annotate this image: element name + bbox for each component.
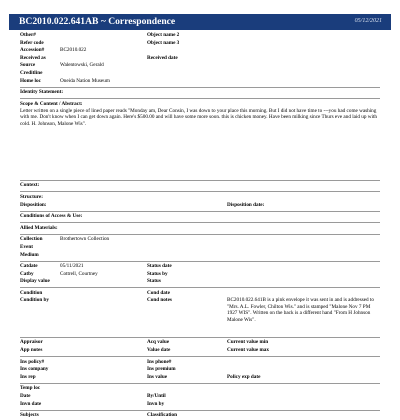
current-value-min-label: Current value min [227,339,269,346]
classification-label: Classification [147,412,177,419]
scope-content-label: Scope & Content / Abstract: [20,100,83,107]
inv-by-label: Invn by [147,400,165,407]
catby-label: Catby [20,270,34,277]
subjects-label: Subjects [20,412,39,419]
source-label: Source [20,62,36,69]
temp-loc-label: Temp loc [20,385,41,392]
ins-rep-label: Ins rep [20,373,36,380]
received-date-label: Received date [147,54,178,61]
status-date-label: Status date [147,263,172,270]
received-as-label: Received as [20,54,46,61]
record-date: 05/12/2021 [354,18,382,25]
scope-content-text: Letter written on a single piece of lined paper reads "Monday am, Dear Consin, I was down to your place this morning. But I did not have time to ---you had come washing with me. Don't know when I can get down again. Here's $500.00 and will have some more soon. this is chicken money. Have been milking since Thurs eve and laid up with cold. H. Johnson, Malone Wis". [20,108,377,127]
record-header [9,14,391,30]
inv-date-label: Invn date [20,400,42,407]
divider [20,87,380,88]
condition-label: Condition [20,289,43,296]
divider [20,98,380,99]
home-loc-label: Home loc [20,77,41,84]
event-label: Event [20,243,33,250]
ins-phone-label: Ins phone# [147,358,172,365]
ins-policy-label: Ins policy# [20,358,45,365]
source-value: Walentowski, Gerald [60,62,104,69]
conditions-access-label: Conditions of Access & Use: [20,213,83,220]
accession-label: Accession# [20,47,45,54]
divider [20,261,380,262]
ins-premium-label: Ins premium [147,366,176,373]
current-value-max-label: Current value max [227,347,269,354]
catby-value: Cottrell, Courtney [60,270,98,277]
ins-company-label: Ins company [20,366,49,373]
date-label: Date [20,393,31,400]
divider [20,287,380,288]
medium-label: Medium [20,251,39,258]
catdate-value: 05/11/2021 [60,263,84,270]
structure-label: Structure: [20,193,43,200]
value-date-label: Value date [147,347,171,354]
condition-by-label: Condition by [20,297,49,304]
catdate-label: Catdate [20,263,38,270]
allied-materials-label: Allied Materials: [20,224,58,231]
record-title: BC2010.022.641AB ~ Correspondence [19,16,176,28]
acq-value-label: Acq value [147,339,170,346]
other-num-label: Other# [20,32,36,38]
cond-notes-label: Cond notes [147,297,172,304]
cond-date-label: Cond date [147,289,170,296]
creditline-label: Creditline [20,69,43,76]
refer-code-label: Refer code [20,39,44,46]
divider [20,191,380,192]
home-loc-value: Oneida Nation Museum [60,77,110,84]
status-label: Status [147,278,161,285]
accession-value: BC2010.022 [60,47,87,54]
divider [20,222,380,223]
policy-exp-date-label: Policy exp date [227,373,261,380]
divider [20,211,380,212]
context-label: Context: [20,182,40,189]
collection-label: Collection [20,236,43,243]
collection-value: Brothertown Collection [60,236,110,243]
appraisor-label: Appraisor [20,339,43,346]
by-until-label: By/Until [147,393,166,400]
record-body [20,32,380,420]
divider [20,337,380,338]
divider [20,356,380,357]
ins-value-label: Ins value [147,373,168,380]
divider [20,383,380,384]
disposition-date-label: Disposition date: [227,201,265,208]
display-value-label: Display value [20,278,50,285]
divider [20,234,380,235]
identity-statement-label: Identity Statement: [20,89,64,96]
object-name-3-label: Object name 3 [147,39,180,46]
object-name-2-label: Object name 2 [147,32,180,38]
disposition-label: Disposition: [20,201,47,208]
cond-notes-value: BC2010.022.641B is a pink envelope it was sent in and is addressed to "Mrs. A.L. Fowler, Chilton Wis." and is stamped "Malone Nov 7 PM 1927 WIS". Written on the back is a different hand "From H Johnson Malone Wis". [227,297,374,323]
app-notes-label: App notes [20,347,43,354]
status-by-label: Status by [147,270,168,277]
divider [20,180,380,181]
divider [20,410,380,411]
